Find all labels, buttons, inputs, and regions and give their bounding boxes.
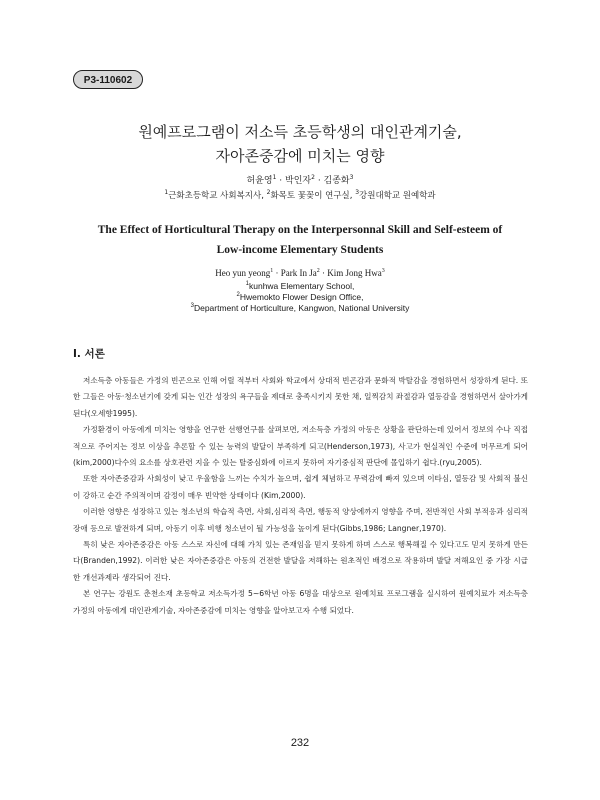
english-title-line2: Low-income Elementary Students (216, 244, 384, 256)
korean-authors: 허윤영$^1$ · 박인자$^2$ · 김종화$^3$ (246, 174, 354, 186)
english-title-line1: The Effect of Horticultural Therapy on the Interpersonnal Skill and Self-esteem of (97, 224, 503, 236)
korean-title-line1: 원예프로그램이 저소득 초등학생의 대인관계기술, (138, 123, 462, 141)
korean-title-line2: 자아존중감에 미치는 영향 (215, 147, 385, 165)
paragraph: 이러한 영향은 성장하고 있는 청소년의 학습적 측면, 사회,심리적 측면, 행동적 양상에까지 영향을 주며, 전반적인 사회 부적응과 심리적 장애 등으로 발전하게 되며, 아동기 이후 비행 청소년이 될 가능성을 높이게 된다(Gibbs,1986; Langner,1970). (73, 507, 528, 533)
affiliation: Hwemokto Flower Design Office, (239, 292, 364, 302)
author-sup: 1 (270, 268, 274, 274)
affil-sup: 2 (236, 292, 240, 299)
affil-sup: 3 (190, 303, 194, 310)
affil-sup: 3 (355, 189, 360, 197)
author-name: Kim Jong Hwa (327, 268, 382, 278)
affiliation: 강원대학교 원예학과 (359, 191, 436, 201)
affiliation-line (60, 303, 540, 314)
author-name: 김종화 (323, 176, 350, 186)
affiliation: 근화초등학교 사회복지사, (168, 191, 264, 201)
affiliation-line (60, 281, 540, 292)
paragraph: 또한 자아존중감과 사회성이 낮고 우울함을 느끼는 수치가 높으며, 쉽게 체념하고 무력감에 빠져 있으며 이타심, 열등감 및 사회적 불신이 강하고 순간 주의적이며 감정이 매우 빈약한 상태이다 (Kim,2000). (73, 474, 528, 500)
english-authors: Heo yun yeong$^1$ · Park In $Ja^2$ · Kim Jong Hwa$^3$ (215, 268, 385, 278)
author-sup: 3 (381, 268, 385, 274)
paragraph: 가정환경이 아동에게 미치는 영향을 연구한 선행연구를 살펴보면, 저소득층 가정의 아동은 상황을 판단하는데 있어서 정보의 수나 직접적으로 주어지는 정보 이상을 추론할 수 있는 능력의 발달이 부족하게 되고(Henderson,1973), 사고가 현실적인 수준에 머무르게 되어 (kim,2000)다수의 요소를 상호관련 지을 수 있는 탈중심화에 이르지 못하여 자기중심적 판단에 몰입하기 쉽다.(ryu,2005). (73, 425, 528, 468)
page-number: 232 (290, 737, 310, 749)
author-name: Heo yun yeong (215, 268, 271, 278)
author-sup: 2 (311, 174, 315, 181)
affiliation: Department of Horticulture, Kangwon, National University (193, 303, 410, 313)
paragraph: 저소득층 아동들은 가정의 빈곤으로 인해 어릴 적부터 사회와 학교에서 상대적 빈곤감과 문화적 박탈감을 경험하면서 성장하게 된다. 또한 그들은 아동·청소년기에 갖게 되는 인간 성장의 욕구들을 제대로 충족시키지 못한 채, 일찍감치 좌절감과 열등감을 경험하면서 살아가게 된다(오세향1995). (73, 376, 528, 418)
section-heading: I. 서론 (73, 348, 105, 360)
paper-id-badge: P3-110602 (73, 70, 143, 89)
affiliation: kunhwa Elementary School, (248, 281, 355, 291)
author-name: Park In Ja (280, 268, 317, 278)
korean-title (60, 120, 540, 168)
affiliation-line (60, 292, 540, 303)
author-name: 허윤영 (246, 176, 273, 186)
affil-sup: 1 (164, 189, 169, 197)
english-title (60, 220, 540, 260)
english-affiliations (60, 281, 540, 314)
affil-sup: 2 (266, 189, 271, 197)
author-sup: 3 (349, 174, 354, 181)
author-sup: 1 (272, 174, 277, 181)
body-text (73, 373, 528, 619)
affil-sup: 1 (245, 281, 249, 288)
author-sup: 2 (316, 268, 320, 274)
korean-affiliations (40, 190, 560, 203)
affiliation: 화목토 꽃꽂이 연구실, (270, 191, 353, 201)
paragraph: 특히 낮은 자아존중감은 아동 스스로 자신에 대해 가치 있는 존재임을 믿지 못하게 하며 스스로 행복해질 수 있다고도 믿지 못하게 만든다(Branden,1992). 이러한 낮은 자아존중감은 아동의 건전한 발달을 저해하는 원초적인 배경으로 작용하며 발달 저해요인 중 가장 시급한 개선과제라 생각되어 진다. (73, 540, 528, 582)
paragraph: 본 연구는 강원도 춘천소재 초등학교 저소득가정 5~6학년 아동 6명을 대상으로 원예치료 프로그램을 실시하여 원예치료가 저소득층 가정의 아동에게 대인관계기술, 자아존중감에 미치는 영향을 알아보고자 수행 되었다. (73, 589, 528, 615)
author-name: 박인자 (285, 176, 312, 186)
